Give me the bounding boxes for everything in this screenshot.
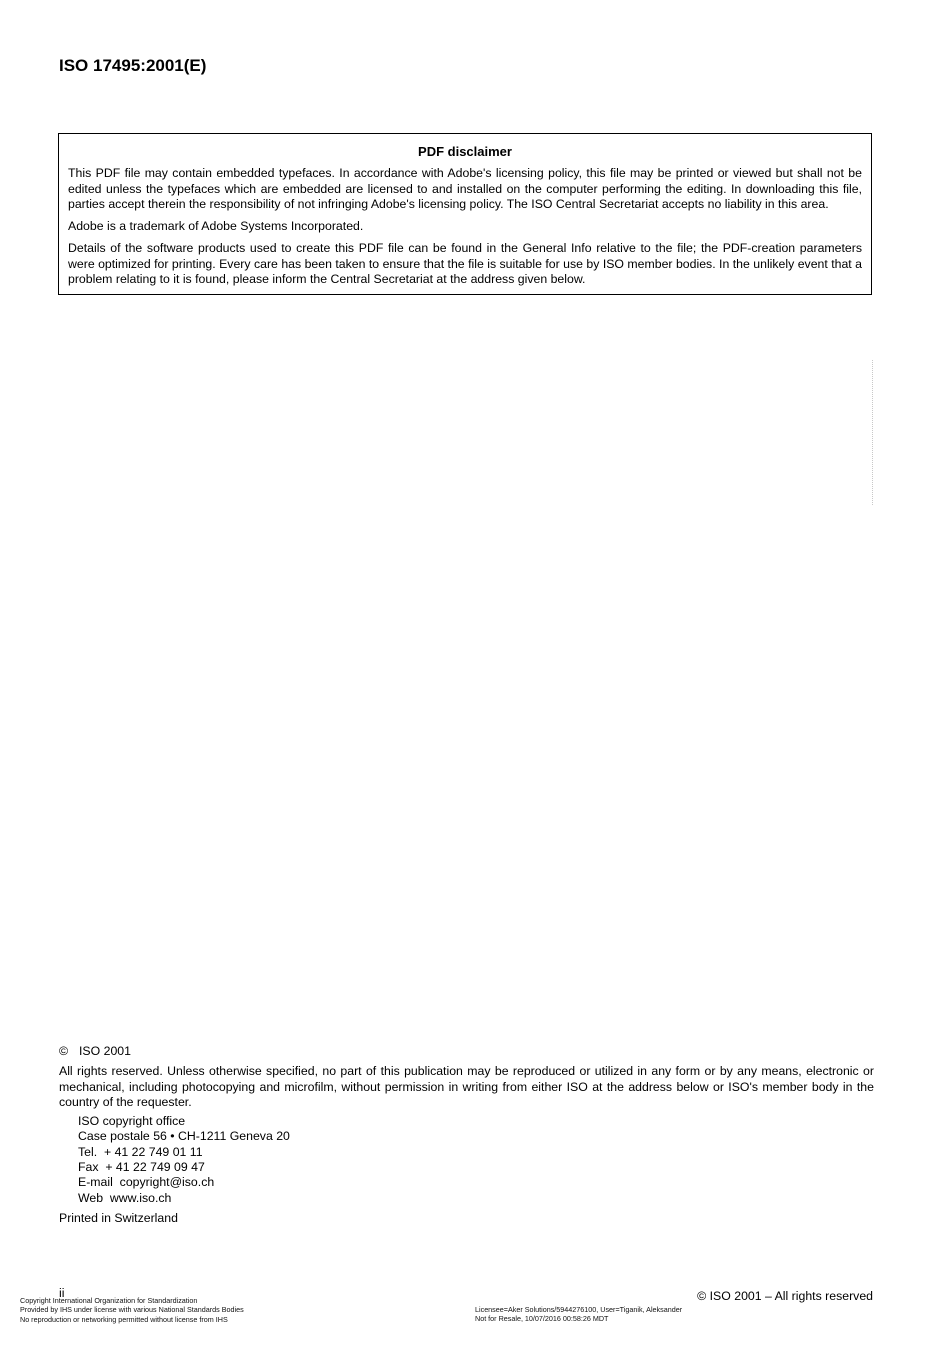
footer-copyright: © ISO 2001 – All rights reserved bbox=[697, 1289, 873, 1303]
document-id-header: ISO 17495:2001(E) bbox=[59, 56, 207, 75]
pdf-disclaimer-box bbox=[58, 133, 872, 295]
disclaimer-paragraph-details: Details of the software products used to create this PDF file can be found in the General Info relative to the file; the PDF-creation parameters were optimized for printing. Every care has been taken to ensure that the file is suitable for use by ISO member bodies. In the unlikely event that a problem relating to it is found, please inform the Central Secretariat at the address given below. bbox=[68, 241, 862, 287]
page-number: ii bbox=[59, 1286, 65, 1300]
address-email: E-mail copyright@iso.ch bbox=[78, 1175, 215, 1190]
license-line: No reproduction or networking permitted without license from IHS bbox=[20, 1314, 228, 1324]
copyright-block bbox=[59, 1044, 874, 1226]
printed-in: Printed in Switzerland bbox=[59, 1210, 178, 1225]
margin-marks bbox=[872, 360, 876, 505]
license-notice-left bbox=[20, 1296, 244, 1324]
copyright-office-address bbox=[78, 1114, 874, 1206]
disclaimer-paragraph-typefaces: This PDF file may contain embedded typefaces. In accordance with Adobe's licensing policy, this file may be printed or viewed but shall not be edited unless the typefaces which are embedded are licensed to and installed on the computer performing the editing. In downloading this file, parties accept therein the responsibility of not infringing Adobe's licensing policy. The ISO Central Secretariat accepts no liability in this area. bbox=[68, 166, 862, 211]
address-fax: Fax + 41 22 749 09 47 bbox=[78, 1160, 205, 1175]
license-line: Copyright International Organization for Standardization bbox=[20, 1296, 198, 1305]
address-postal: Case postale 56 • CH-1211 Geneva 20 bbox=[78, 1129, 290, 1144]
disclaimer-paragraph-trademark: Adobe is a trademark of Adobe Systems Incorporated. bbox=[68, 219, 364, 234]
licensee-line: Licensee=Aker Solutions/5944276100, User=Tiganik, Aleksander bbox=[475, 1305, 683, 1314]
license-notice-right bbox=[475, 1305, 682, 1324]
resale-line: Not for Resale, 10/07/2016 00:58:26 MDT bbox=[475, 1314, 609, 1324]
address-telephone: Tel. + 41 22 749 01 11 bbox=[78, 1144, 203, 1159]
address-office-name: ISO copyright office bbox=[78, 1114, 186, 1129]
copyright-year-line bbox=[59, 1044, 874, 1059]
rights-statement: All rights reserved. Unless otherwise specified, no part of this publication may be reproduced or utilized in any form or by any means, electronic or mechanical, including photocopying and microfilm, without permission in writing from either ISO at the address below or ISO's member body in the country of the requester. bbox=[59, 1064, 874, 1109]
copyright-symbol: © bbox=[59, 1044, 69, 1058]
address-web: Web www.iso.ch bbox=[78, 1190, 172, 1205]
disclaimer-title: PDF disclaimer bbox=[418, 144, 512, 159]
license-line: Provided by IHS under license with various National Standards Bodies bbox=[20, 1305, 244, 1315]
copyright-year: ISO 2001 bbox=[79, 1044, 131, 1058]
